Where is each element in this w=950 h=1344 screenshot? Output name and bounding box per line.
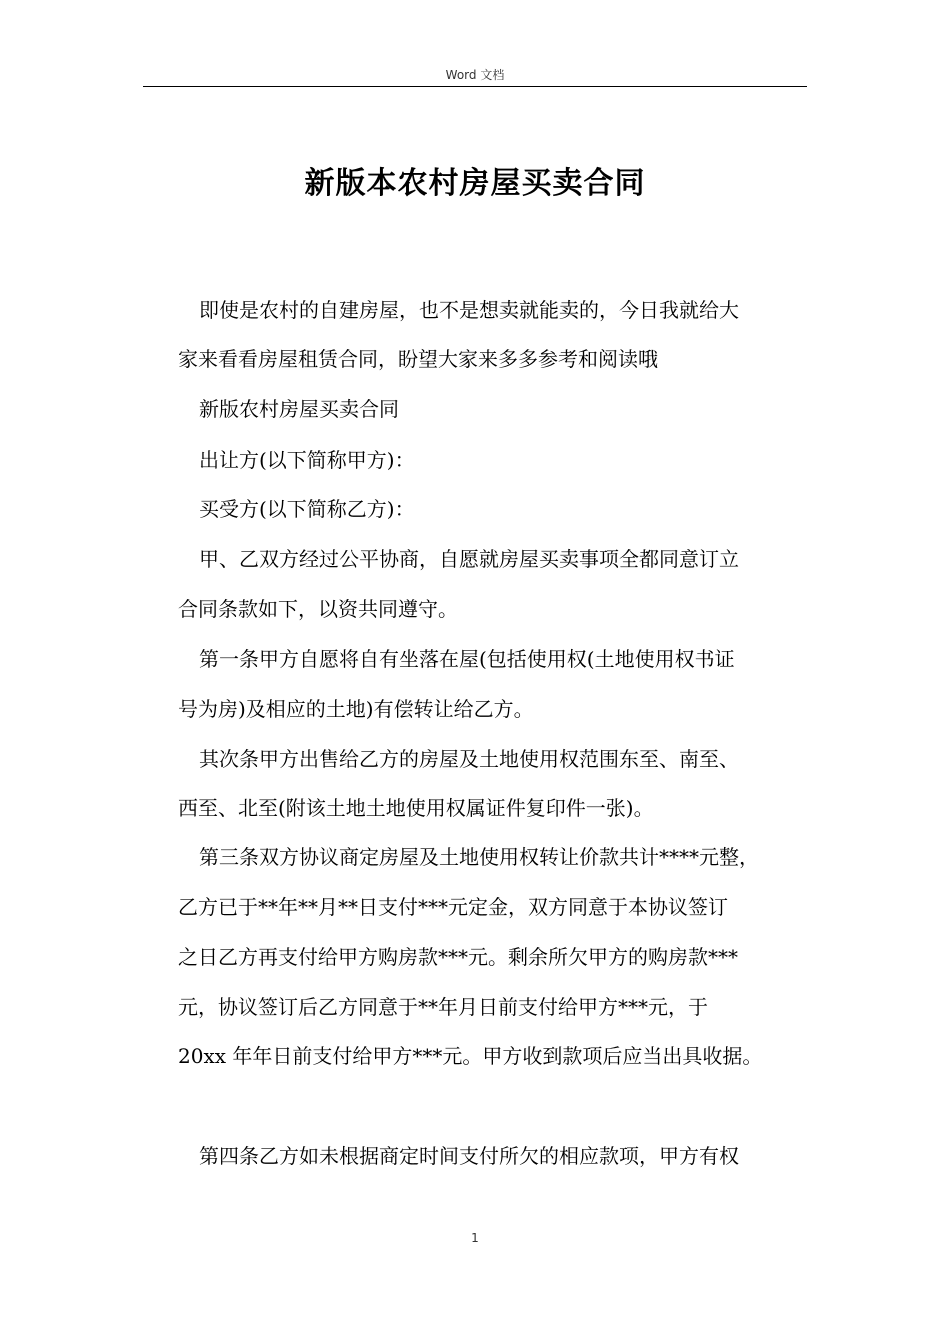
paragraph-line: 元，协议签订后乙方同意于**年月日前支付给甲方***元，于 <box>178 995 708 1019</box>
paragraph-line: 合同条款如下，以资共同遵守。 <box>178 597 458 621</box>
paragraph-line: 甲、乙双方经过公平协商，自愿就房屋买卖事项全都同意订立 <box>199 547 739 571</box>
paragraph-line: 其次条甲方出售给乙方的房屋及土地使用权范围东至、南至、 <box>199 747 739 771</box>
paragraph-line: 号为房)及相应的土地)有偿转让给乙方。 <box>178 697 534 721</box>
paragraph-line: 西至、北至(附该土地土地使用权属证件复印件一张)。 <box>178 796 654 820</box>
paragraph-line: 即使是农村的自建房屋，也不是想卖就能卖的，今日我就给大 <box>199 298 739 322</box>
page-header-label: Word 文档 <box>445 68 505 82</box>
paragraph-line: 买受方(以下简称乙方)： <box>199 497 415 521</box>
paragraph-line: 第四条乙方如未根据商定时间支付所欠的相应款项，甲方有权 <box>199 1144 739 1168</box>
document-title: 新版本农村房屋买卖合同 <box>304 166 646 201</box>
page-number: 1 <box>471 1231 479 1245</box>
paragraph-line: 家来看看房屋租赁合同，盼望大家来多多参考和阅读哦 <box>178 347 658 371</box>
paragraph-line: 新版农村房屋买卖合同 <box>199 397 399 421</box>
header-divider <box>143 86 807 87</box>
paragraph-line: 之日乙方再支付给甲方购房款***元。剩余所欠甲方的购房款*** <box>178 945 738 969</box>
paragraph-line: 乙方已于**年**月**日支付***元定金，双方同意于本协议签订 <box>178 895 728 919</box>
paragraph-line: 第一条甲方自愿将自有坐落在屋(包括使用权(土地使用权书证 <box>199 647 735 671</box>
paragraph-line: 出让方(以下简称甲方)： <box>199 448 415 472</box>
paragraph-line: 第三条双方协议商定房屋及土地使用权转让价款共计****元整， <box>199 845 759 869</box>
paragraph-line: 20xx 年年日前支付给甲方***元。甲方收到款项后应当出具收据。 <box>178 1044 763 1068</box>
